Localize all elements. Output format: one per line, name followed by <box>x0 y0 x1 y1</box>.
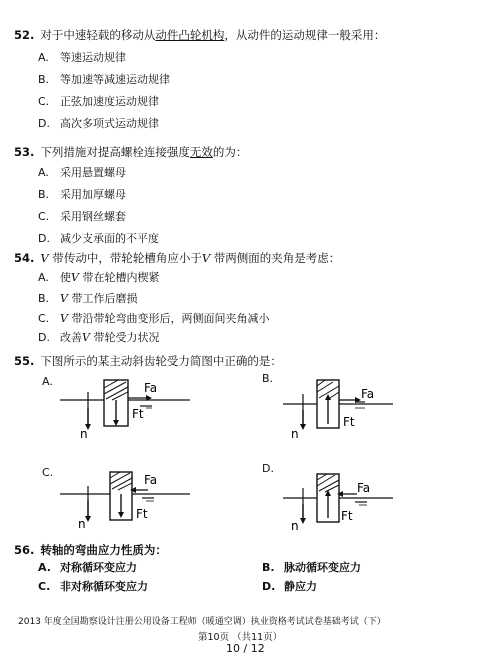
figure-c-ft-label: Ft <box>136 507 148 521</box>
figure-b-ft-label: Ft <box>343 415 355 429</box>
question-54-option-a: A. 使V 带在轮槽内楔紧 <box>38 271 160 284</box>
figure-c-diagram <box>60 468 190 530</box>
viewer-page-indicator: 10 / 12 <box>226 642 265 655</box>
question-53-stem: 53. 下列措施对提高螺栓连接强度无效的为： <box>14 145 248 159</box>
question-52-option-c: C. 正弦加速度运动规律 <box>38 95 159 108</box>
question-55-stem: 55. 下图所示的某主动斜齿轮受力简图中正确的是： <box>14 354 282 368</box>
figure-a-n-label: n <box>80 427 88 440</box>
question-56-stem: 56. 转轴的弯曲应力性质为： <box>14 543 167 557</box>
figure-d-fa-label: Fa <box>357 481 371 495</box>
question-53-option-a: A. 采用悬置螺母 <box>38 166 126 179</box>
figure-c-label: C. <box>42 466 54 479</box>
figure-d-diagram <box>283 470 393 532</box>
question-54-option-c: C. V 带沿带轮弯曲变形后，两侧面间夹角减小 <box>38 312 270 325</box>
figure-a-ft-label: Ft <box>132 407 144 421</box>
question-52-stem: 52. 对于中速轻载的移动从动件凸轮机构，从动件的运动规律一般采用： <box>14 28 386 42</box>
question-54-stem: 54. V 带传动中，带轮轮槽角应小于V 带两侧面的夹角是考虑： <box>14 251 341 265</box>
question-53-option-b: B. 采用加厚螺母 <box>38 188 126 201</box>
question-53-option-c: C. 采用钢丝螺套 <box>38 210 126 223</box>
figure-a-fa-label: Fa <box>144 381 158 395</box>
figure-b-diagram <box>283 378 393 440</box>
exam-footer-page-count: 第10页 （共11页） <box>198 632 283 643</box>
figure-d-label: D. <box>262 462 274 475</box>
figure-b-label: B. <box>262 372 274 385</box>
figure-d-n-label: n <box>291 519 299 532</box>
figure-b-fa-label: Fa <box>361 387 375 401</box>
figure-a-label: A. <box>42 375 53 388</box>
figure-b-n-label: n <box>291 427 299 440</box>
question-56-option-c: C. 非对称循环变应力 <box>38 580 148 593</box>
figure-a-diagram <box>60 378 190 440</box>
question-52-option-a: A. 等速运动规律 <box>38 51 126 64</box>
exam-footer-title: 2013 年度全国勘察设计注册公用设备工程师（暖通空调）执业资格考试试卷基础考试（下） <box>18 617 386 627</box>
question-54-option-b: B. V 带工作后磨损 <box>38 292 138 305</box>
figure-d-ft-label: Ft <box>341 509 353 523</box>
question-54-option-d: D. 改善V 带轮受力状况 <box>38 331 160 344</box>
figure-c-n-label: n <box>78 517 86 530</box>
question-52-option-d: D. 高次多项式运动规律 <box>38 117 159 130</box>
question-52-option-b: B. 等加速等减速运动规律 <box>38 73 170 86</box>
question-56-option-b: B. 脉动循环变应力 <box>262 561 361 574</box>
figure-c-fa-label: Fa <box>144 473 158 487</box>
question-56-option-d: D. 静应力 <box>262 580 317 593</box>
question-56-option-a: A. 对称循环变应力 <box>38 561 137 574</box>
question-53-option-d: D. 减少支承面的不平度 <box>38 232 159 245</box>
